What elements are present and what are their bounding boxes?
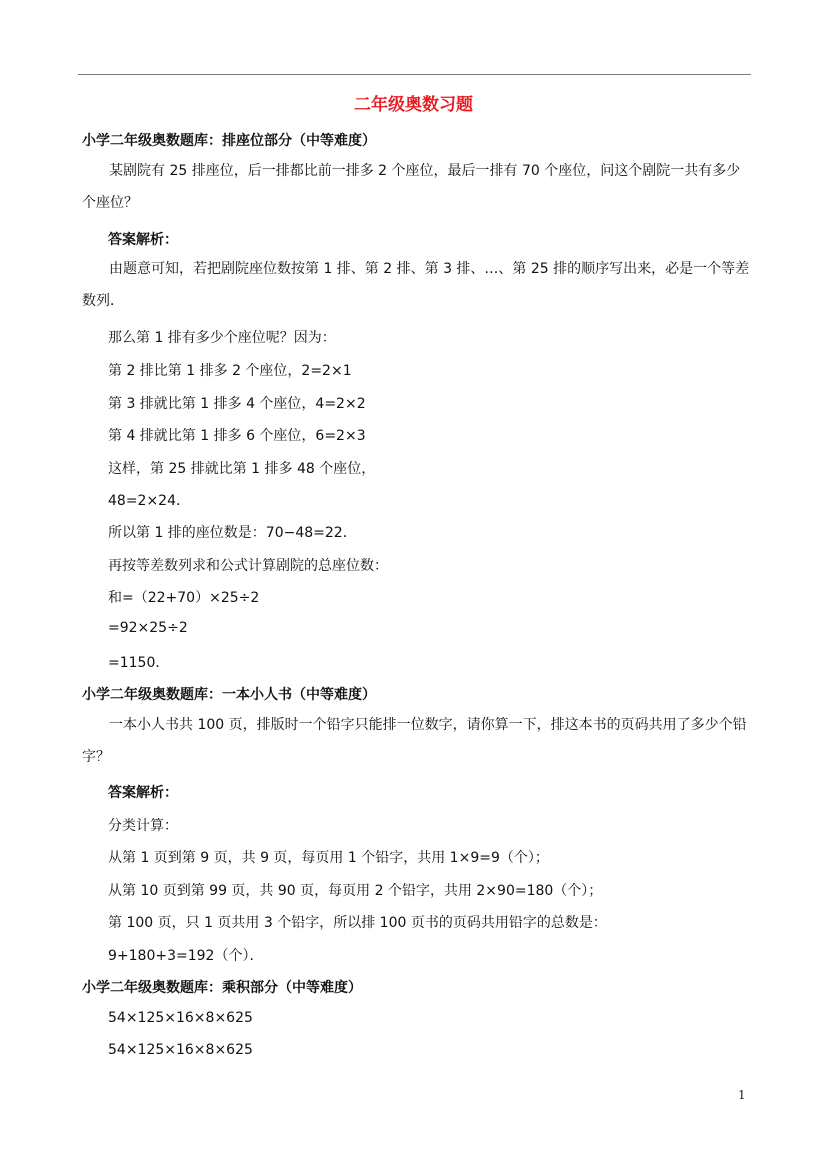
page-title: 二年级奥数习题 [354, 95, 473, 115]
answer-line: 分类计算： [108, 818, 178, 834]
answer-label: 答案解析： [108, 232, 178, 248]
answer-line: 所以第 1 排的座位数是：70−48=22． [108, 525, 357, 541]
section-heading-booklet: 小学二年级奥数题库：一本小人书（中等难度） [82, 687, 376, 703]
answer-line: 这样，第 25 排就比第 1 排多 48 个座位， [108, 461, 376, 477]
answer-line: 48=2×24． [108, 493, 190, 509]
answer-line: =92×25÷2 [108, 620, 188, 636]
answer-line: 9+180+3=192（个）． [108, 948, 264, 964]
answer-line: 从第 1 页到第 9 页，共 9 页，每页用 1 个铅字，共用 1×9=9（个）； [108, 850, 549, 866]
header-rule [78, 74, 751, 75]
answer-line: =1150． [108, 655, 170, 671]
question-booklet: 一本小人书共 100 页，排版时一个铅字只能排一位数字，请你算一下，排这本书的页码共用了多少个铅字？ [82, 717, 747, 765]
section-heading-product: 小学二年级奥数题库：乘积部分（中等难度） [82, 980, 362, 996]
answer-line: 从第 10 页到第 99 页，共 90 页，每页用 2 个铅字，共用 2×90=180（个）； [108, 883, 603, 899]
page-number: 1 [738, 1088, 746, 1102]
answer-line: 第 100 页，只 1 页共用 3 个铅字，所以排 100 页书的页码共用铅字的总数是： [108, 915, 607, 931]
answer-line: 54×125×16×8×625 [108, 1042, 253, 1058]
answer-line: 第 4 排就比第 1 排多 6 个座位，6=2×3 [108, 428, 366, 444]
answer-intro: 由题意可知，若把剧院座位数按第 1 排、第 2 排、第 3 排、…、第 25 排的顺序写出来，必是一个等差数列． [82, 261, 750, 309]
answer-line: 第 3 排就比第 1 排多 4 个座位，4=2×2 [108, 396, 366, 412]
answer-line: 第 2 排比第 1 排多 2 个座位，2=2×1 [108, 363, 352, 379]
answer-line: 那么第 1 排有多少个座位呢？因为： [108, 330, 336, 346]
answer-line: 再按等差数列求和公式计算剧院的总座位数： [108, 558, 388, 574]
answer-line: 和=（22+70）×25÷2 [108, 590, 260, 606]
answer-label: 答案解析： [108, 785, 178, 801]
question-seating: 某剧院有 25 排座位，后一排都比前一排多 2 个座位，最后一排有 70 个座位，问这个剧院一共有多少个座位？ [82, 163, 741, 211]
answer-line: 54×125×16×8×625 [108, 1010, 253, 1026]
section-heading-seating: 小学二年级奥数题库：排座位部分（中等难度） [82, 133, 376, 149]
